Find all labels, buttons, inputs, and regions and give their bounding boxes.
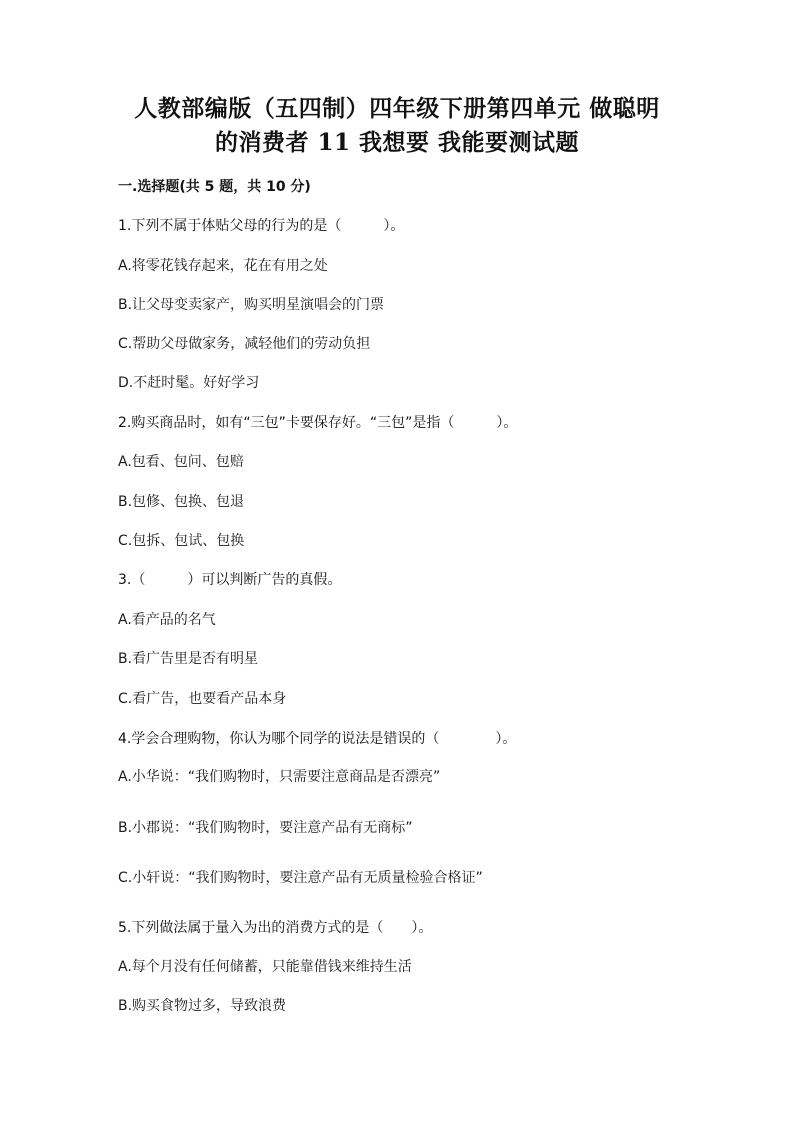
question-4-option-c: C.小轩说：“我们购物时，要注意产品有无质量检验合格证” xyxy=(118,870,483,886)
section-heading: 一.选择题(共 5 题，共 10 分) xyxy=(118,179,311,195)
question-2-option-b: B.包修、包换、包退 xyxy=(118,494,245,510)
question-1-option-b: B.让父母变卖家产，购买明星演唱会的门票 xyxy=(118,297,385,313)
question-4-option-b: B.小郡说：“我们购物时，要注意产品有无商标” xyxy=(118,820,413,836)
question-3-option-a: A.看产品的名气 xyxy=(118,612,216,628)
question-1-stem: 1.下列不属于体贴父母的行为的是（ ）。 xyxy=(118,218,405,234)
page-title xyxy=(100,92,694,160)
title-line-2: 的消费者 11 我想要 我能要测试题 xyxy=(214,129,580,156)
question-1-option-a: A.将零花钱存起来，花在有用之处 xyxy=(118,258,328,274)
question-1-option-d: D.不赶时髦。好好学习 xyxy=(118,375,260,391)
question-2-stem: 2.购买商品时，如有“三包”卡要保存好。“三包”是指（ ）。 xyxy=(118,415,518,431)
question-5-option-b: B.购买食物过多，导致浪费 xyxy=(118,998,287,1014)
question-5-option-a: A.每个月没有任何储蓄，只能靠借钱来维持生活 xyxy=(118,959,412,975)
question-1-option-c: C.帮助父母做家务，减轻他们的劳动负担 xyxy=(118,336,371,352)
question-4-stem: 4.学会合理购物，你认为哪个同学的说法是错误的（ ）。 xyxy=(118,731,517,747)
question-2-option-c: C.包拆、包试、包换 xyxy=(118,533,245,549)
question-3-option-b: B.看广告里是否有明星 xyxy=(118,651,259,667)
question-3-stem: 3.（ ）可以判断广告的真假。 xyxy=(118,572,342,588)
question-3-option-c: C.看广告，也要看产品本身 xyxy=(118,691,287,707)
title-line-1: 人教部编版（五四制）四年级下册第四单元 做聪明 xyxy=(134,95,660,122)
question-2-option-a: A.包看、包问、包赔 xyxy=(118,454,244,470)
question-4-option-a: A.小华说：“我们购物时，只需要注意商品是否漂亮” xyxy=(118,769,441,785)
question-5-stem: 5.下列做法属于量入为出的消费方式的是（ ）。 xyxy=(118,920,433,936)
